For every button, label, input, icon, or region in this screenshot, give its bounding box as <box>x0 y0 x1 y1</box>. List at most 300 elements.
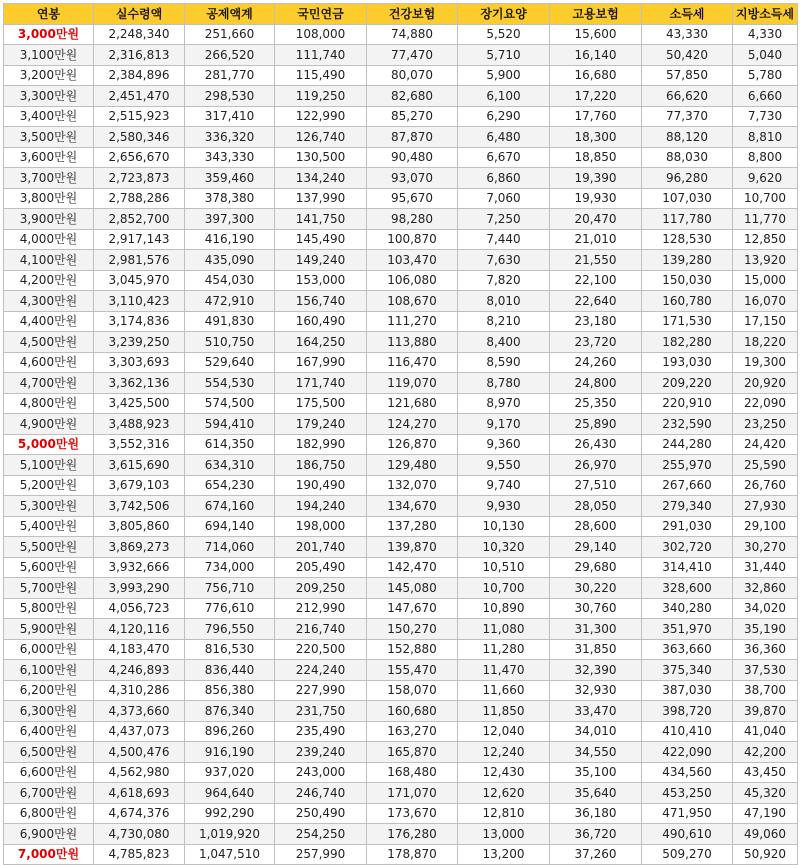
cell-net-pay: 4,183,470 <box>94 639 185 660</box>
cell-annual-salary: 3,800만원 <box>4 188 94 209</box>
cell-local-income-tax: 22,090 <box>733 393 798 414</box>
header-row <box>4 4 798 25</box>
cell-net-pay: 4,562,980 <box>94 762 185 783</box>
cell-annual-salary: 4,300만원 <box>4 291 94 312</box>
table-row <box>4 332 798 353</box>
cell-national-pension: 250,490 <box>275 803 367 824</box>
cell-health-insurance: 121,680 <box>367 393 458 414</box>
cell-employment-insurance: 31,850 <box>550 639 642 660</box>
cell-long-term-care: 12,240 <box>458 742 550 763</box>
cell-health-insurance: 74,880 <box>367 24 458 45</box>
cell-local-income-tax: 6,660 <box>733 86 798 107</box>
cell-long-term-care: 6,100 <box>458 86 550 107</box>
cell-employment-insurance: 32,930 <box>550 680 642 701</box>
cell-annual-salary: 3,300만원 <box>4 86 94 107</box>
table-row <box>4 701 798 722</box>
cell-income-tax: 255,970 <box>642 455 733 476</box>
cell-health-insurance: 106,080 <box>367 270 458 291</box>
cell-annual-salary: 6,400만원 <box>4 721 94 742</box>
cell-long-term-care: 10,510 <box>458 557 550 578</box>
cell-national-pension: 134,240 <box>275 168 367 189</box>
cell-employment-insurance: 16,140 <box>550 45 642 66</box>
cell-local-income-tax: 10,700 <box>733 188 798 209</box>
cell-total-deduction: 594,410 <box>185 414 275 435</box>
cell-health-insurance: 98,280 <box>367 209 458 230</box>
cell-net-pay: 3,742,506 <box>94 496 185 517</box>
table-row <box>4 270 798 291</box>
table-row <box>4 434 798 455</box>
cell-national-pension: 111,740 <box>275 45 367 66</box>
cell-total-deduction: 1,019,920 <box>185 824 275 845</box>
cell-net-pay: 3,239,250 <box>94 332 185 353</box>
cell-income-tax: 43,330 <box>642 24 733 45</box>
cell-net-pay: 4,618,693 <box>94 783 185 804</box>
cell-health-insurance: 178,870 <box>367 844 458 865</box>
cell-long-term-care: 6,290 <box>458 106 550 127</box>
cell-net-pay: 2,656,670 <box>94 147 185 168</box>
cell-annual-salary: 5,300만원 <box>4 496 94 517</box>
cell-employment-insurance: 26,430 <box>550 434 642 455</box>
cell-national-pension: 190,490 <box>275 475 367 496</box>
cell-long-term-care: 10,130 <box>458 516 550 537</box>
cell-health-insurance: 173,670 <box>367 803 458 824</box>
cell-long-term-care: 8,210 <box>458 311 550 332</box>
cell-local-income-tax: 5,780 <box>733 65 798 86</box>
cell-local-income-tax: 26,760 <box>733 475 798 496</box>
cell-employment-insurance: 30,760 <box>550 598 642 619</box>
cell-employment-insurance: 23,180 <box>550 311 642 332</box>
cell-national-pension: 145,490 <box>275 229 367 250</box>
cell-net-pay: 4,437,073 <box>94 721 185 742</box>
cell-local-income-tax: 23,250 <box>733 414 798 435</box>
cell-long-term-care: 8,010 <box>458 291 550 312</box>
cell-long-term-care: 11,850 <box>458 701 550 722</box>
cell-income-tax: 375,340 <box>642 660 733 681</box>
cell-health-insurance: 160,680 <box>367 701 458 722</box>
cell-total-deduction: 714,060 <box>185 537 275 558</box>
table-row <box>4 352 798 373</box>
cell-local-income-tax: 29,100 <box>733 516 798 537</box>
cell-total-deduction: 896,260 <box>185 721 275 742</box>
cell-national-pension: 182,990 <box>275 434 367 455</box>
cell-national-pension: 209,250 <box>275 578 367 599</box>
cell-net-pay: 3,110,423 <box>94 291 185 312</box>
cell-net-pay: 3,174,836 <box>94 311 185 332</box>
cell-annual-salary: 4,100만원 <box>4 250 94 271</box>
cell-annual-salary: 5,500만원 <box>4 537 94 558</box>
cell-long-term-care: 9,170 <box>458 414 550 435</box>
table-row <box>4 619 798 640</box>
cell-income-tax: 209,220 <box>642 373 733 394</box>
cell-total-deduction: 554,530 <box>185 373 275 394</box>
cell-annual-salary: 5,100만원 <box>4 455 94 476</box>
table-row <box>4 578 798 599</box>
cell-net-pay: 3,615,690 <box>94 455 185 476</box>
cell-total-deduction: 529,640 <box>185 352 275 373</box>
cell-employment-insurance: 28,600 <box>550 516 642 537</box>
cell-national-pension: 235,490 <box>275 721 367 742</box>
cell-health-insurance: 176,280 <box>367 824 458 845</box>
cell-local-income-tax: 4,330 <box>733 24 798 45</box>
cell-local-income-tax: 7,730 <box>733 106 798 127</box>
cell-income-tax: 77,370 <box>642 106 733 127</box>
cell-annual-salary: 4,500만원 <box>4 332 94 353</box>
cell-national-pension: 216,740 <box>275 619 367 640</box>
cell-annual-salary: 3,500만원 <box>4 127 94 148</box>
cell-employment-insurance: 37,260 <box>550 844 642 865</box>
cell-health-insurance: 168,480 <box>367 762 458 783</box>
cell-long-term-care: 7,630 <box>458 250 550 271</box>
cell-local-income-tax: 24,420 <box>733 434 798 455</box>
header-employment-insurance: 고용보험 <box>550 4 642 25</box>
cell-employment-insurance: 19,390 <box>550 168 642 189</box>
cell-income-tax: 139,280 <box>642 250 733 271</box>
cell-net-pay: 3,932,666 <box>94 557 185 578</box>
cell-local-income-tax: 12,850 <box>733 229 798 250</box>
cell-local-income-tax: 19,300 <box>733 352 798 373</box>
cell-total-deduction: 836,440 <box>185 660 275 681</box>
table-row <box>4 229 798 250</box>
cell-local-income-tax: 45,320 <box>733 783 798 804</box>
cell-long-term-care: 8,590 <box>458 352 550 373</box>
cell-health-insurance: 82,680 <box>367 86 458 107</box>
cell-net-pay: 4,120,116 <box>94 619 185 640</box>
table-row <box>4 496 798 517</box>
cell-employment-insurance: 23,720 <box>550 332 642 353</box>
cell-long-term-care: 5,710 <box>458 45 550 66</box>
cell-national-pension: 141,750 <box>275 209 367 230</box>
cell-annual-salary: 3,600만원 <box>4 147 94 168</box>
table-row <box>4 106 798 127</box>
cell-annual-salary: 5,400만원 <box>4 516 94 537</box>
cell-national-pension: 122,990 <box>275 106 367 127</box>
cell-national-pension: 194,240 <box>275 496 367 517</box>
cell-income-tax: 88,030 <box>642 147 733 168</box>
table-row <box>4 393 798 414</box>
cell-annual-salary: 5,200만원 <box>4 475 94 496</box>
cell-net-pay: 2,515,923 <box>94 106 185 127</box>
cell-national-pension: 149,240 <box>275 250 367 271</box>
table-row <box>4 844 798 865</box>
header-net-pay: 실수령액 <box>94 4 185 25</box>
table-body <box>4 24 798 865</box>
cell-total-deduction: 876,340 <box>185 701 275 722</box>
cell-long-term-care: 12,430 <box>458 762 550 783</box>
cell-local-income-tax: 32,860 <box>733 578 798 599</box>
cell-local-income-tax: 42,200 <box>733 742 798 763</box>
cell-total-deduction: 359,460 <box>185 168 275 189</box>
cell-long-term-care: 6,860 <box>458 168 550 189</box>
cell-total-deduction: 856,380 <box>185 680 275 701</box>
cell-income-tax: 410,410 <box>642 721 733 742</box>
cell-income-tax: 117,780 <box>642 209 733 230</box>
cell-total-deduction: 816,530 <box>185 639 275 660</box>
cell-national-pension: 239,240 <box>275 742 367 763</box>
cell-long-term-care: 8,780 <box>458 373 550 394</box>
salary-table-container <box>3 3 798 865</box>
cell-net-pay: 4,500,476 <box>94 742 185 763</box>
cell-total-deduction: 916,190 <box>185 742 275 763</box>
cell-income-tax: 340,280 <box>642 598 733 619</box>
cell-net-pay: 4,674,376 <box>94 803 185 824</box>
cell-national-pension: 115,490 <box>275 65 367 86</box>
cell-local-income-tax: 43,450 <box>733 762 798 783</box>
cell-net-pay: 3,303,693 <box>94 352 185 373</box>
cell-total-deduction: 674,160 <box>185 496 275 517</box>
table-row <box>4 516 798 537</box>
cell-local-income-tax: 9,620 <box>733 168 798 189</box>
cell-national-pension: 126,740 <box>275 127 367 148</box>
cell-health-insurance: 137,280 <box>367 516 458 537</box>
cell-total-deduction: 992,290 <box>185 803 275 824</box>
cell-employment-insurance: 34,550 <box>550 742 642 763</box>
header-national-pension: 국민연금 <box>275 4 367 25</box>
cell-local-income-tax: 18,220 <box>733 332 798 353</box>
cell-total-deduction: 416,190 <box>185 229 275 250</box>
cell-income-tax: 88,120 <box>642 127 733 148</box>
cell-long-term-care: 10,320 <box>458 537 550 558</box>
table-row <box>4 311 798 332</box>
cell-national-pension: 153,000 <box>275 270 367 291</box>
cell-income-tax: 471,950 <box>642 803 733 824</box>
cell-total-deduction: 574,500 <box>185 393 275 414</box>
cell-income-tax: 244,280 <box>642 434 733 455</box>
cell-net-pay: 2,981,576 <box>94 250 185 271</box>
cell-total-deduction: 654,230 <box>185 475 275 496</box>
cell-national-pension: 205,490 <box>275 557 367 578</box>
table-row <box>4 65 798 86</box>
cell-employment-insurance: 36,180 <box>550 803 642 824</box>
cell-net-pay: 3,805,860 <box>94 516 185 537</box>
cell-long-term-care: 7,060 <box>458 188 550 209</box>
cell-national-pension: 164,250 <box>275 332 367 353</box>
cell-annual-salary: 3,700만원 <box>4 168 94 189</box>
cell-net-pay: 2,248,340 <box>94 24 185 45</box>
cell-employment-insurance: 36,720 <box>550 824 642 845</box>
cell-health-insurance: 85,270 <box>367 106 458 127</box>
cell-annual-salary: 6,000만원 <box>4 639 94 660</box>
cell-employment-insurance: 33,470 <box>550 701 642 722</box>
cell-net-pay: 2,384,896 <box>94 65 185 86</box>
cell-employment-insurance: 35,640 <box>550 783 642 804</box>
cell-health-insurance: 77,470 <box>367 45 458 66</box>
cell-long-term-care: 10,890 <box>458 598 550 619</box>
cell-national-pension: 220,500 <box>275 639 367 660</box>
cell-health-insurance: 132,070 <box>367 475 458 496</box>
cell-annual-salary: 6,300만원 <box>4 701 94 722</box>
cell-employment-insurance: 25,890 <box>550 414 642 435</box>
cell-local-income-tax: 34,020 <box>733 598 798 619</box>
cell-local-income-tax: 41,040 <box>733 721 798 742</box>
cell-income-tax: 160,780 <box>642 291 733 312</box>
cell-net-pay: 2,852,700 <box>94 209 185 230</box>
cell-employment-insurance: 21,010 <box>550 229 642 250</box>
cell-total-deduction: 614,350 <box>185 434 275 455</box>
cell-employment-insurance: 15,600 <box>550 24 642 45</box>
header-long-term-care: 장기요양 <box>458 4 550 25</box>
cell-employment-insurance: 22,640 <box>550 291 642 312</box>
cell-national-pension: 227,990 <box>275 680 367 701</box>
cell-health-insurance: 124,270 <box>367 414 458 435</box>
cell-net-pay: 4,373,660 <box>94 701 185 722</box>
cell-annual-salary: 5,800만원 <box>4 598 94 619</box>
table-row <box>4 598 798 619</box>
cell-income-tax: 182,280 <box>642 332 733 353</box>
cell-annual-salary: 4,800만원 <box>4 393 94 414</box>
cell-annual-salary: 4,400만원 <box>4 311 94 332</box>
cell-long-term-care: 9,740 <box>458 475 550 496</box>
cell-employment-insurance: 17,760 <box>550 106 642 127</box>
cell-national-pension: 257,990 <box>275 844 367 865</box>
cell-health-insurance: 145,080 <box>367 578 458 599</box>
cell-income-tax: 171,530 <box>642 311 733 332</box>
cell-total-deduction: 964,640 <box>185 783 275 804</box>
cell-long-term-care: 10,700 <box>458 578 550 599</box>
cell-employment-insurance: 16,680 <box>550 65 642 86</box>
cell-employment-insurance: 17,220 <box>550 86 642 107</box>
cell-local-income-tax: 31,440 <box>733 557 798 578</box>
cell-income-tax: 279,340 <box>642 496 733 517</box>
cell-employment-insurance: 34,010 <box>550 721 642 742</box>
cell-national-pension: 130,500 <box>275 147 367 168</box>
cell-net-pay: 2,917,143 <box>94 229 185 250</box>
cell-long-term-care: 7,440 <box>458 229 550 250</box>
cell-net-pay: 3,679,103 <box>94 475 185 496</box>
cell-income-tax: 453,250 <box>642 783 733 804</box>
table-row <box>4 742 798 763</box>
cell-national-pension: 243,000 <box>275 762 367 783</box>
cell-income-tax: 193,030 <box>642 352 733 373</box>
cell-income-tax: 422,090 <box>642 742 733 763</box>
header-health-insurance: 건강보험 <box>367 4 458 25</box>
cell-total-deduction: 1,047,510 <box>185 844 275 865</box>
cell-health-insurance: 126,870 <box>367 434 458 455</box>
cell-net-pay: 4,056,723 <box>94 598 185 619</box>
cell-annual-salary: 6,800만원 <box>4 803 94 824</box>
cell-total-deduction: 454,030 <box>185 270 275 291</box>
cell-local-income-tax: 49,060 <box>733 824 798 845</box>
table-row <box>4 721 798 742</box>
cell-employment-insurance: 32,390 <box>550 660 642 681</box>
cell-health-insurance: 93,070 <box>367 168 458 189</box>
cell-national-pension: 108,000 <box>275 24 367 45</box>
header-local-income-tax: 지방소득세 <box>733 4 798 25</box>
cell-national-pension: 201,740 <box>275 537 367 558</box>
cell-annual-salary: 3,900만원 <box>4 209 94 230</box>
cell-income-tax: 107,030 <box>642 188 733 209</box>
cell-long-term-care: 6,670 <box>458 147 550 168</box>
cell-income-tax: 328,600 <box>642 578 733 599</box>
cell-local-income-tax: 35,190 <box>733 619 798 640</box>
cell-local-income-tax: 11,770 <box>733 209 798 230</box>
cell-health-insurance: 158,070 <box>367 680 458 701</box>
cell-employment-insurance: 18,300 <box>550 127 642 148</box>
cell-total-deduction: 266,520 <box>185 45 275 66</box>
cell-net-pay: 3,488,923 <box>94 414 185 435</box>
cell-employment-insurance: 19,930 <box>550 188 642 209</box>
cell-employment-insurance: 29,680 <box>550 557 642 578</box>
cell-total-deduction: 378,380 <box>185 188 275 209</box>
cell-net-pay: 2,451,470 <box>94 86 185 107</box>
cell-national-pension: 186,750 <box>275 455 367 476</box>
cell-long-term-care: 9,550 <box>458 455 550 476</box>
cell-income-tax: 490,610 <box>642 824 733 845</box>
cell-annual-salary: 4,600만원 <box>4 352 94 373</box>
cell-health-insurance: 87,870 <box>367 127 458 148</box>
cell-long-term-care: 5,900 <box>458 65 550 86</box>
cell-income-tax: 509,270 <box>642 844 733 865</box>
cell-net-pay: 3,869,273 <box>94 537 185 558</box>
cell-net-pay: 3,045,970 <box>94 270 185 291</box>
cell-net-pay: 2,316,813 <box>94 45 185 66</box>
cell-local-income-tax: 47,190 <box>733 803 798 824</box>
cell-health-insurance: 152,880 <box>367 639 458 660</box>
header-annual-salary: 연봉 <box>4 4 94 25</box>
cell-employment-insurance: 24,260 <box>550 352 642 373</box>
table-row <box>4 783 798 804</box>
cell-long-term-care: 5,520 <box>458 24 550 45</box>
cell-national-pension: 175,500 <box>275 393 367 414</box>
cell-net-pay: 3,362,136 <box>94 373 185 394</box>
table-row <box>4 86 798 107</box>
table-row <box>4 188 798 209</box>
table-row <box>4 680 798 701</box>
cell-income-tax: 128,530 <box>642 229 733 250</box>
cell-employment-insurance: 21,550 <box>550 250 642 271</box>
cell-employment-insurance: 27,510 <box>550 475 642 496</box>
cell-local-income-tax: 38,700 <box>733 680 798 701</box>
cell-health-insurance: 90,480 <box>367 147 458 168</box>
cell-annual-salary: 7,000만원 <box>4 844 94 865</box>
cell-annual-salary: 6,600만원 <box>4 762 94 783</box>
cell-local-income-tax: 30,270 <box>733 537 798 558</box>
cell-annual-salary: 6,500만원 <box>4 742 94 763</box>
cell-national-pension: 224,240 <box>275 660 367 681</box>
cell-income-tax: 267,660 <box>642 475 733 496</box>
cell-annual-salary: 4,700만원 <box>4 373 94 394</box>
cell-national-pension: 167,990 <box>275 352 367 373</box>
cell-health-insurance: 111,270 <box>367 311 458 332</box>
cell-health-insurance: 165,870 <box>367 742 458 763</box>
cell-net-pay: 4,785,823 <box>94 844 185 865</box>
cell-health-insurance: 139,870 <box>367 537 458 558</box>
cell-local-income-tax: 8,800 <box>733 147 798 168</box>
cell-total-deduction: 251,660 <box>185 24 275 45</box>
table-row <box>4 250 798 271</box>
cell-income-tax: 220,910 <box>642 393 733 414</box>
cell-annual-salary: 5,900만원 <box>4 619 94 640</box>
cell-annual-salary: 4,200만원 <box>4 270 94 291</box>
cell-long-term-care: 12,620 <box>458 783 550 804</box>
cell-income-tax: 96,280 <box>642 168 733 189</box>
cell-income-tax: 351,970 <box>642 619 733 640</box>
cell-health-insurance: 134,670 <box>367 496 458 517</box>
cell-employment-insurance: 25,350 <box>550 393 642 414</box>
cell-total-deduction: 491,830 <box>185 311 275 332</box>
cell-income-tax: 50,420 <box>642 45 733 66</box>
cell-annual-salary: 5,700만원 <box>4 578 94 599</box>
table-row <box>4 537 798 558</box>
cell-health-insurance: 113,880 <box>367 332 458 353</box>
cell-long-term-care: 12,040 <box>458 721 550 742</box>
cell-total-deduction: 634,310 <box>185 455 275 476</box>
cell-local-income-tax: 13,920 <box>733 250 798 271</box>
cell-annual-salary: 5,000만원 <box>4 434 94 455</box>
cell-total-deduction: 343,330 <box>185 147 275 168</box>
table-row <box>4 127 798 148</box>
cell-national-pension: 231,750 <box>275 701 367 722</box>
cell-local-income-tax: 25,590 <box>733 455 798 476</box>
